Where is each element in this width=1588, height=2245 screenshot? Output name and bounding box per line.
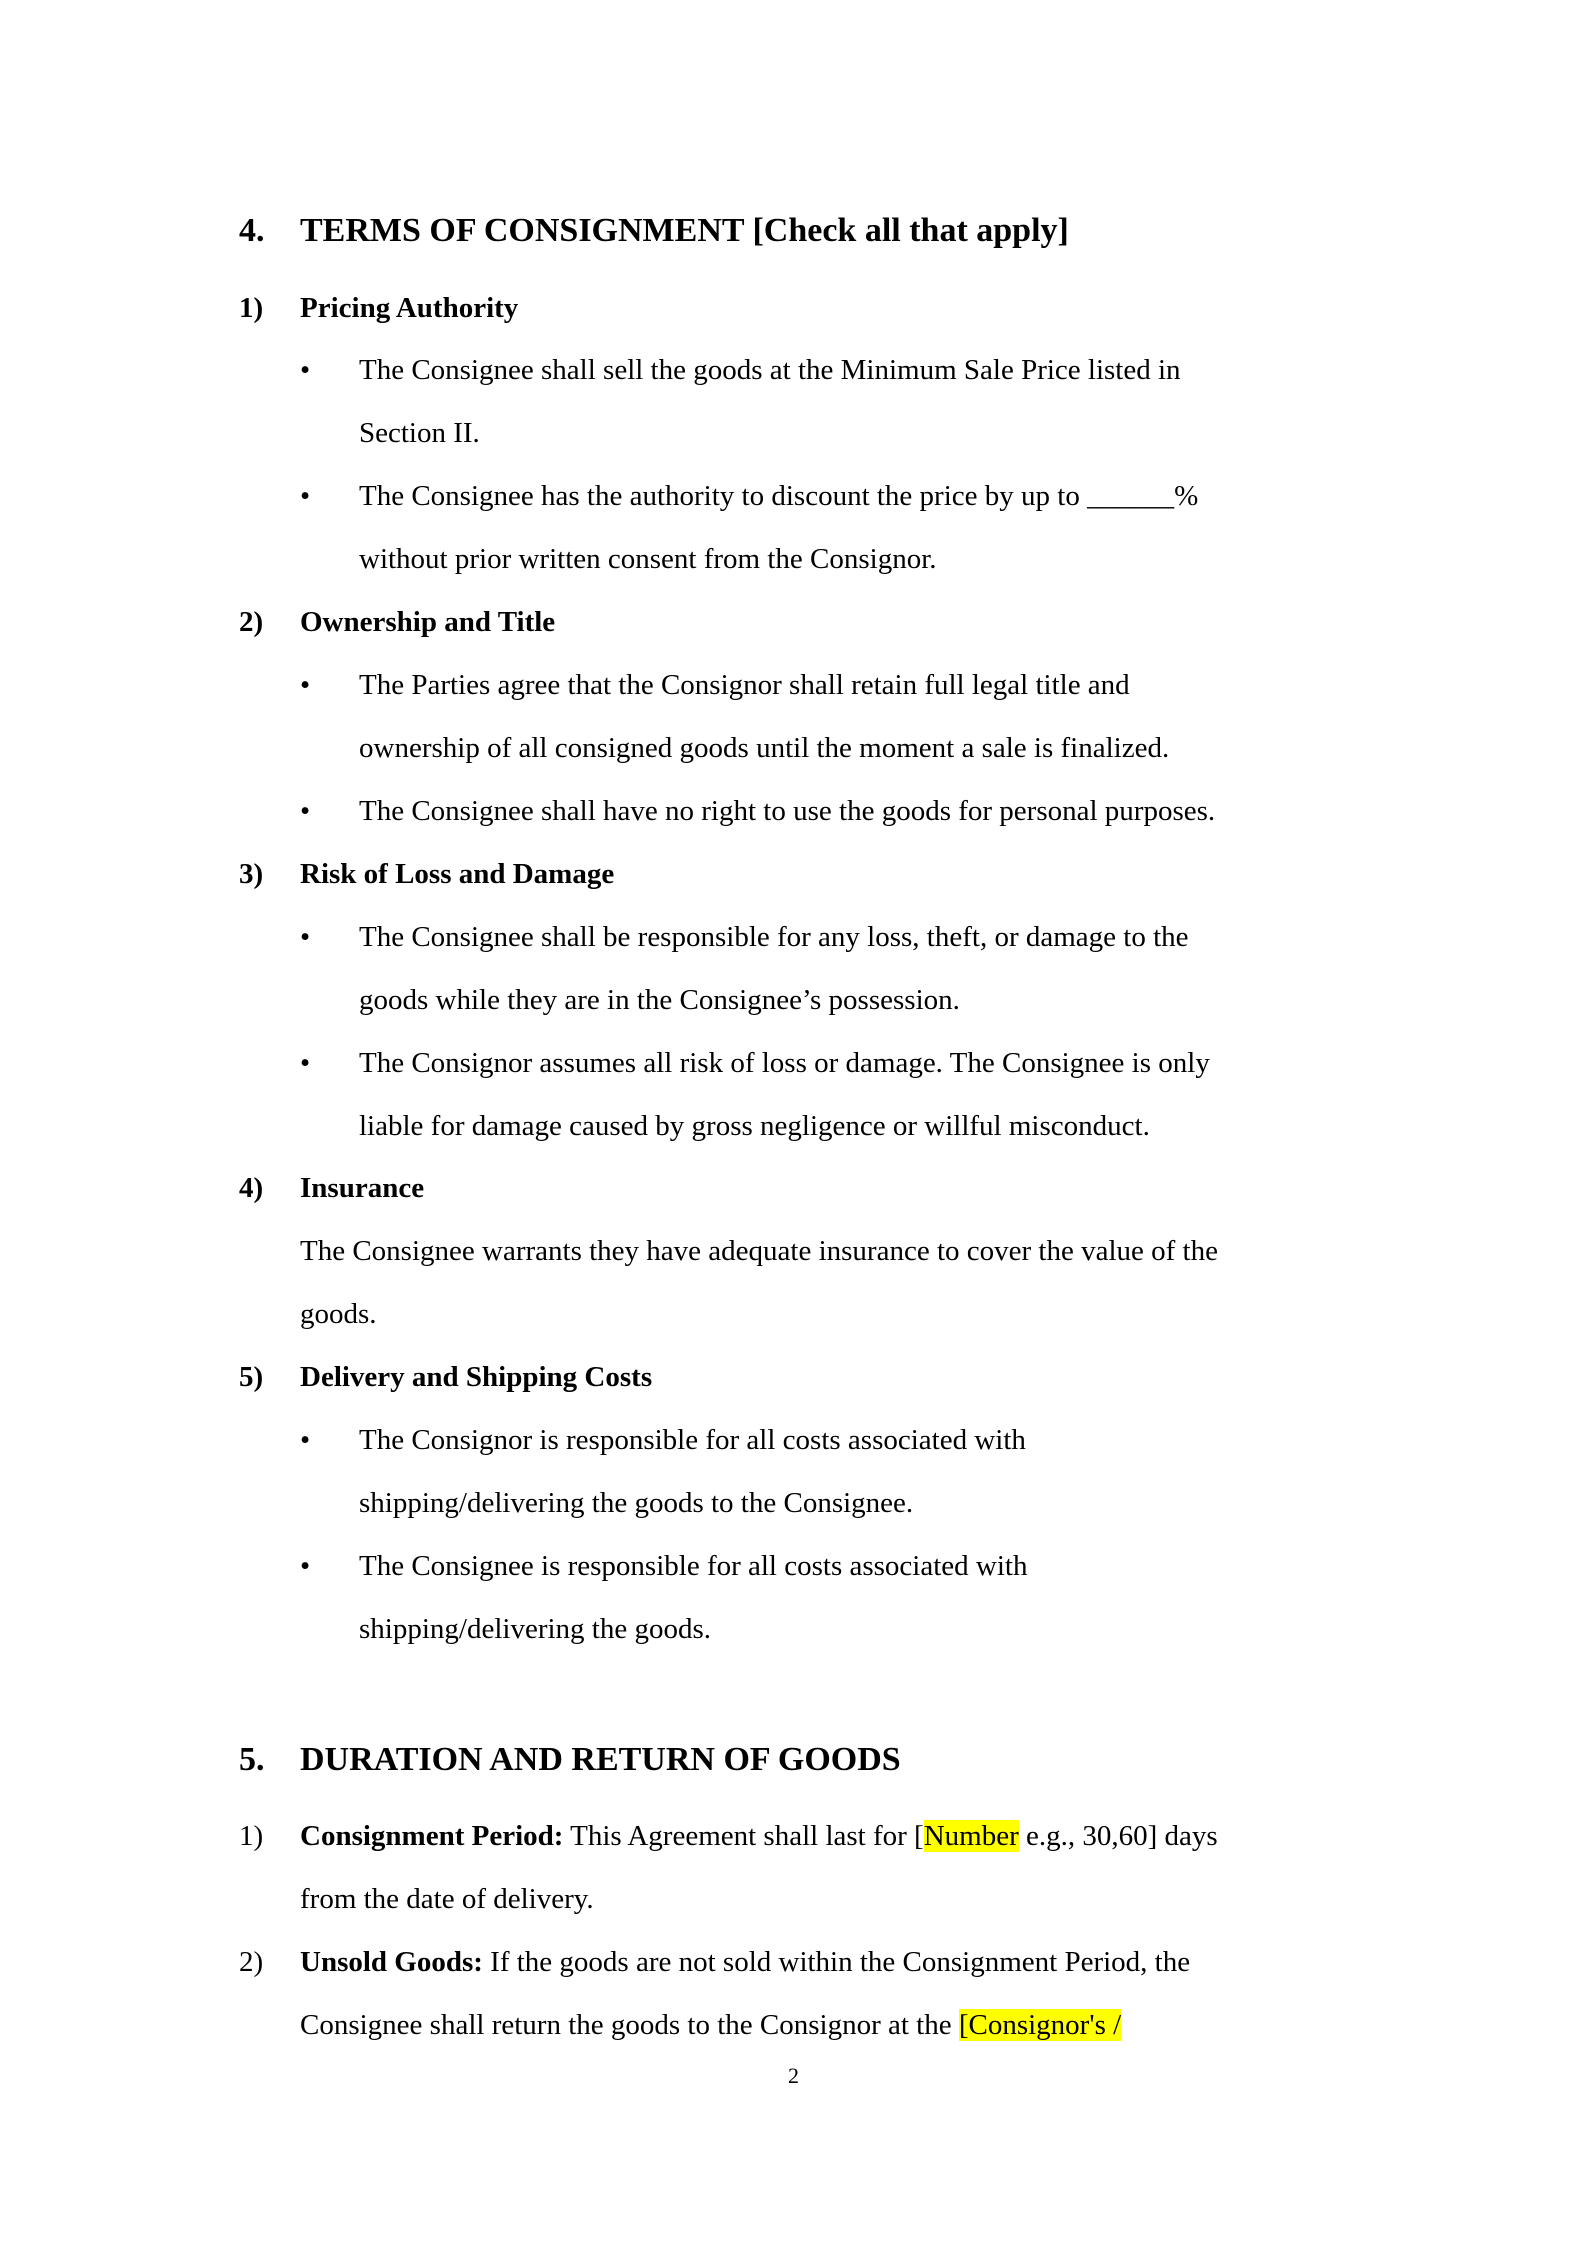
bullet-text: shipping/delivering the goods to the Consignee.	[359, 1487, 914, 1519]
clause-unsold-goods	[239, 1946, 1190, 1979]
bullet-text: shipping/delivering the goods.	[359, 1613, 711, 1645]
highlighted-placeholder: Number	[923, 1820, 1019, 1852]
bullet-icon: •	[300, 1047, 311, 1079]
subsection-heading-delivery-shipping	[239, 1361, 652, 1394]
section-title: DURATION AND RETURN OF GOODS	[300, 1741, 901, 1778]
bullet-icon: •	[300, 669, 311, 701]
paragraph-text: goods.	[300, 1298, 377, 1330]
bullet-icon: •	[300, 480, 311, 512]
clause-text: If the goods are not sold within the Consignment Period, the	[482, 1946, 1191, 1978]
bullet-text: without prior written consent from the Consignor.	[359, 543, 937, 575]
bullet-text: The Consignor is responsible for all costs associated with	[359, 1424, 1026, 1456]
clause-number: 2)	[239, 1946, 264, 1978]
clause-text-continued	[300, 2009, 1121, 2042]
subsection-number: 2)	[239, 606, 264, 638]
section-number: 4.	[239, 212, 265, 249]
bullet-text: Section II.	[359, 417, 480, 449]
page-number: 2	[788, 2063, 799, 2088]
clause-number: 1)	[239, 1820, 264, 1852]
subsection-title: Insurance	[300, 1172, 425, 1204]
clause-consignment-period	[239, 1820, 1218, 1853]
section-heading-4	[239, 212, 1069, 250]
bullet-icon: •	[300, 921, 311, 953]
subsection-heading-insurance	[239, 1172, 424, 1205]
section-title: TERMS OF CONSIGNMENT [Check all that apply]	[300, 212, 1069, 249]
subsection-title: Ownership and Title	[300, 606, 556, 638]
clause-label: Unsold Goods:	[300, 1946, 483, 1978]
bullet-text: The Parties agree that the Consignor shall retain full legal title and	[359, 669, 1130, 701]
subsection-number: 1)	[239, 292, 264, 324]
clause-text: Consignee shall return the goods to the Consignor at the	[300, 2009, 959, 2041]
paragraph-text: The Consignee warrants they have adequate insurance to cover the value of the	[300, 1235, 1218, 1267]
clause-text: This Agreement shall last for [	[563, 1820, 924, 1852]
bullet-text: ownership of all consigned goods until the moment a sale is finalized.	[359, 732, 1170, 764]
bullet-icon: •	[300, 1424, 311, 1456]
bullet-icon: •	[300, 795, 311, 827]
bullet-text: The Consignee has the authority to discount the price by up to ______%	[359, 480, 1199, 512]
section-number: 5.	[239, 1741, 265, 1778]
clause-label: Consignment Period:	[300, 1820, 564, 1852]
bullet-text: The Consignee shall have no right to use the goods for personal purposes.	[359, 795, 1216, 827]
subsection-number: 5)	[239, 1361, 264, 1393]
subsection-heading-risk-of-loss	[239, 858, 614, 891]
subsection-title: Pricing Authority	[300, 292, 519, 324]
subsection-title: Delivery and Shipping Costs	[300, 1361, 653, 1393]
subsection-number: 4)	[239, 1172, 264, 1204]
clause-text: e.g., 30,60] days	[1018, 1820, 1218, 1852]
section-heading-5	[239, 1741, 901, 1779]
subsection-number: 3)	[239, 858, 264, 890]
subsection-heading-pricing-authority	[239, 292, 518, 325]
bullet-text: liable for damage caused by gross negligence or willful misconduct.	[359, 1110, 1150, 1142]
bullet-text: goods while they are in the Consignee’s possession.	[359, 984, 960, 1016]
subsection-title: Risk of Loss and Damage	[300, 858, 615, 890]
bullet-text: The Consignee shall sell the goods at the Minimum Sale Price listed in	[359, 354, 1181, 386]
bullet-text: The Consignee shall be responsible for any loss, theft, or damage to the	[359, 921, 1189, 953]
bullet-text: The Consignee is responsible for all costs associated with	[359, 1550, 1028, 1582]
highlighted-placeholder: [Consignor's /	[958, 2009, 1122, 2041]
subsection-heading-ownership-title	[239, 606, 555, 639]
bullet-text: The Consignor assumes all risk of loss or damage. The Consignee is only	[359, 1047, 1210, 1079]
bullet-icon: •	[300, 354, 311, 386]
bullet-icon: •	[300, 1550, 311, 1582]
clause-text-continued: from the date of delivery.	[300, 1883, 594, 1915]
